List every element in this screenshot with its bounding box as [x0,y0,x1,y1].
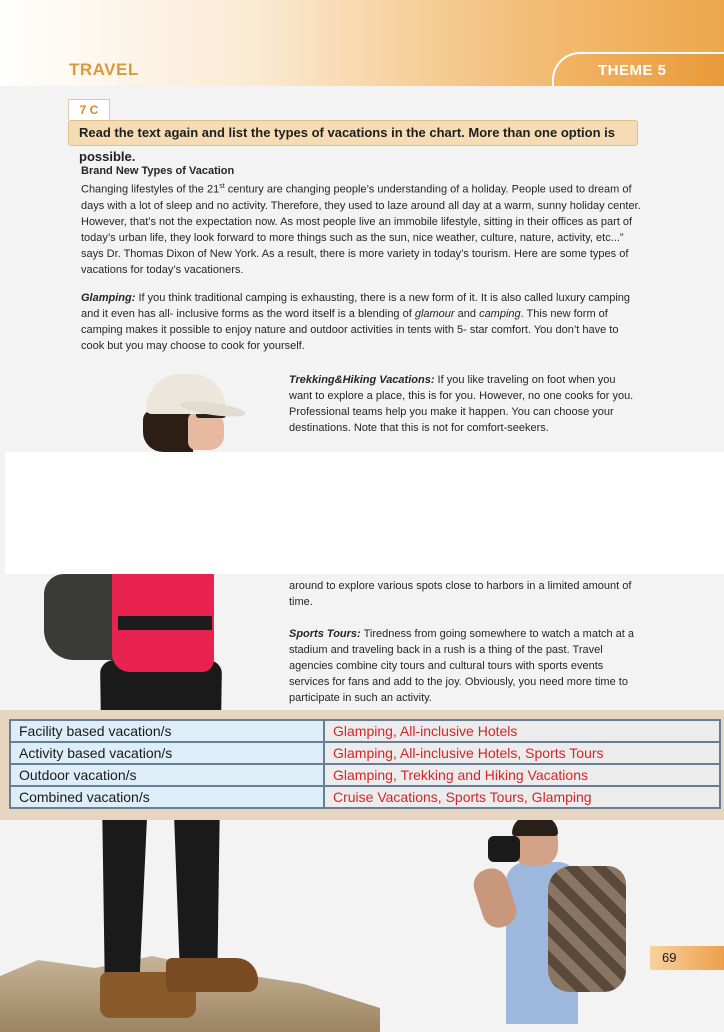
sports-term: Sports Tours: [289,628,361,640]
exercise-tag: 7 C [68,99,110,120]
camera-icon [488,836,520,862]
trekking-paragraph: Trekking&Hiking Vacations: If you like traveling on foot when you want to explore a place, this is for you. However, no one cooks for you. Professional teams help you make it happen. You can choose your destinations. Note that this is not for comfort-seekers. [289,374,634,434]
hiker-boot [166,958,258,992]
table-row [10,720,720,742]
category-cell: Outdoor vacation/s [10,764,324,786]
photographer-backpack [548,866,626,992]
category-cell: Facility based vacation/s [10,720,324,742]
article-intro: Brand New Types of Vacation Changing lifestyles of the 21st century are changing people’s understanding of a holiday. People used to dream of days with a lot of sleep and no activity. Therefore, they used to laze around all day at a warm, sunny holiday center. However, that’s not the expectation now. As most people live an immobile lifestyle, sitting in their offices as part of today’s urban life, they look forward to more things such as the sun, nice weather, culture, nature, activity, etc...” says Dr. Thomas Dixon of New York. As a result, there is more variety in today’s tourism. Here are some types of vacations for today’s vacationers. [81,165,641,276]
glamping-paragraph: Glamping: If you think traditional camping is exhausting, there is a new form of it. It is also called luxury camping and it even has all- inclusive forms as the word itself is a blending of glamour and camping. This new form of camping makes it possible to enjoy nature and outdoor activities in tents with 5- star comfort. You don’t have to cook but you may choose to cook for yourself. [81,292,631,352]
table-row [10,764,720,786]
section-label: TRAVEL [69,60,139,79]
table-row [10,786,720,808]
table-row [10,742,720,764]
answer-cell[interactable]: Cruise Vacations, Sports Tours, Glamping [324,786,720,808]
page-number-tab [650,946,724,970]
trekking-term: Trekking&Hiking Vacations: [289,374,435,386]
answer-cell[interactable]: Glamping, All-inclusive Hotels, Sports Tours [324,742,720,764]
hiker-strap [118,616,212,630]
theme-tab [552,52,724,86]
sports-paragraph: Sports Tours: Tiredness from going somewhere to watch a match at a stadium and traveling back in a rush is a thing of the past. Travel agencies combine city tours and cultural tours with sports events services for fans and add to the joy. Obviously, you need more time to participate in such an activity. [289,628,635,704]
theme-label: THEME 5 [598,62,667,79]
page-number: 69 [662,950,677,965]
answer-cell[interactable]: Glamping, All-inclusive Hotels [324,720,720,742]
answer-cell[interactable]: Glamping, Trekking and Hiking Vacations [324,764,720,786]
exercise-instruction: Read the text again and list the types of vacations in the chart. More than one option is possible. [68,120,638,146]
article-title: Brand New Types of Vacation [81,165,235,177]
blank-overlay [5,452,724,574]
vacation-chart [9,719,721,809]
category-cell: Combined vacation/s [10,786,324,808]
cruise-fragment: around to explore various spots close to harbors in a limited amount of time. [289,580,632,608]
hiker-hair [143,410,193,452]
category-cell: Activity based vacation/s [10,742,324,764]
glamping-term: Glamping: [81,292,136,304]
